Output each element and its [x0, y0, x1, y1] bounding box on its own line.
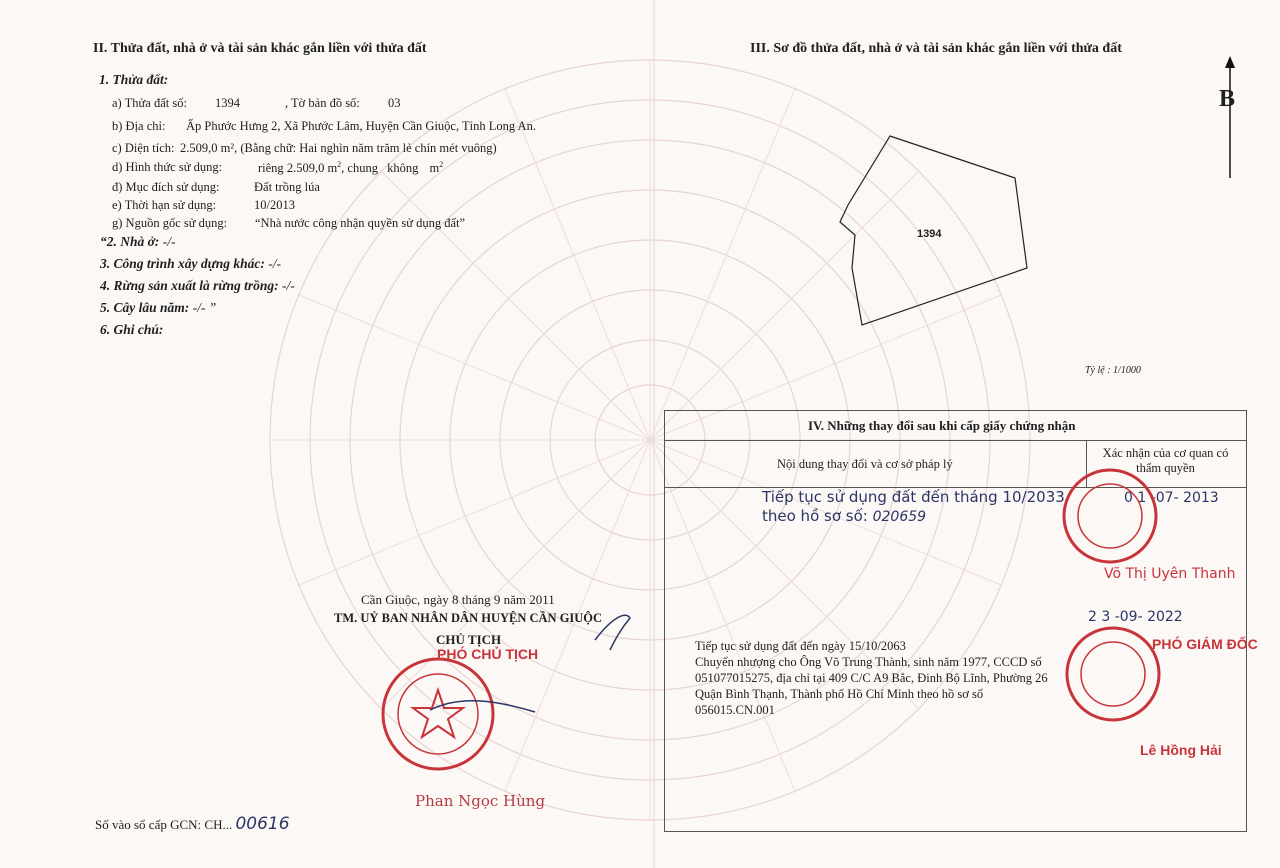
- issue-date-line: Cần Giuộc, ngày 8 tháng 9 năm 2011: [361, 592, 555, 607]
- forest-value: -/-: [281, 278, 295, 293]
- origin-label: g) Nguồn gốc sử dụng:: [112, 216, 228, 230]
- map-sheet-label: , Tờ bản đồ số:: [285, 96, 360, 110]
- vice-chairman-title: PHÓ CHỦ TỊCH: [437, 646, 539, 662]
- term-value: 10/2013: [254, 198, 295, 212]
- left-signer-name: Phan Ngọc Hùng: [415, 792, 546, 810]
- parcel-label: 1394: [917, 228, 942, 240]
- common-area-value: không: [387, 161, 419, 176]
- entry2-title: PHÓ GIÁM ĐỐC: [1152, 636, 1258, 652]
- address-label: b) Địa chỉ:: [112, 119, 166, 133]
- origin-value: “Nhà nước công nhận quyền sử dụng đất”: [255, 216, 466, 230]
- construction-value: -/-: [268, 256, 281, 271]
- construction-row: [100, 256, 281, 272]
- chairman-title: CHỦ TỊCH: [436, 632, 502, 647]
- forest-row: [100, 278, 295, 294]
- north-letter: B: [1219, 86, 1236, 112]
- entry2-date: 2 3 -09- 2022: [1088, 609, 1183, 625]
- entry2-line4: Quận Bình Thạnh, Thành phố Hồ Chí Minh theo hồ sơ số: [695, 687, 984, 701]
- map-scale: Tỷ lệ : 1/1000: [1085, 365, 1141, 376]
- section-4-title: IV. Những thay đổi sau khi cấp giấy chứng nhận: [808, 418, 1076, 433]
- entry1-line2: [762, 507, 926, 525]
- area-row: [112, 141, 497, 156]
- origin-row: [112, 216, 466, 231]
- house-value: -/-: [162, 234, 176, 249]
- usage-form-label: d) Hình thức sử dụng:: [112, 160, 223, 174]
- entry2-line1: Tiếp tục sử dụng đất đến ngày 15/10/2063: [695, 639, 906, 653]
- purpose-row: [112, 180, 320, 195]
- purpose-label: đ) Mục đích sử dụng:: [112, 180, 220, 194]
- section-3-title: III. Sơ đồ thửa đất, nhà ở và tài sản khác gắn liền với thửa đất: [750, 41, 1122, 56]
- entry2-line5: 056015.CN.001: [695, 703, 775, 717]
- forest-label: 4. Rừng sản xuất là rừng trồng:: [100, 278, 279, 293]
- house-row: [100, 234, 176, 250]
- entry2-signer: Lê Hồng Hải: [1140, 742, 1222, 758]
- entry1-signer: Võ Thị Uyên Thanh: [1104, 566, 1236, 582]
- entry1-line1: Tiếp tục sử dụng đất đến tháng 10/2033: [762, 488, 1065, 506]
- registry-number: 00616: [235, 814, 290, 834]
- usage-form-row: [112, 160, 444, 176]
- private-area-value: 2.509,0 m: [286, 161, 338, 176]
- common-area-superscript: 2: [439, 160, 444, 169]
- column-header-authority-line2: thẩm quyền: [1136, 461, 1195, 475]
- notes-label: 6. Ghi chú:: [100, 322, 164, 337]
- parcel-number-label: a) Thửa đất số:: [112, 96, 187, 110]
- entry1-file-number: 020659: [872, 509, 927, 525]
- entry1-file-prefix: theo hồ sơ số:: [762, 507, 868, 525]
- registration-office-stamp: [1060, 466, 1160, 566]
- land-parcel-title: 1. Thửa đất:: [99, 72, 169, 87]
- common-label: , chung: [341, 161, 378, 176]
- address-value: Ấp Phước Hưng 2, Xã Phước Lâm, Huyện Cần Giuộc, Tỉnh Long An.: [186, 119, 536, 133]
- house-label: “2. Nhà ở:: [100, 234, 160, 249]
- area-label: c) Diện tích:: [112, 141, 175, 155]
- private-label: riêng: [258, 161, 284, 176]
- perennial-value: -/- ”: [192, 300, 217, 315]
- private-area-superscript: 2: [337, 160, 342, 169]
- term-label: e) Thời hạn sử dụng:: [112, 198, 217, 212]
- term-row: [112, 198, 295, 213]
- branch-office-stamp: [1063, 624, 1163, 724]
- perennial-label: 5. Cây lâu năm:: [100, 300, 190, 315]
- committee-line: TM. UỶ BAN NHÂN DÂN HUYỆN CẦN GIUỘC: [334, 611, 603, 625]
- parcel-number-row: [112, 96, 401, 111]
- construction-label: 3. Công trình xây dựng khác:: [100, 256, 265, 271]
- entry2-line3: 051077015275, địa chỉ tại 409 C/C A9 Bắc, Đinh Bộ Lĩnh, Phường 26: [695, 671, 1048, 685]
- parcel-number-value: 1394: [215, 96, 240, 110]
- north-arrow-icon: [1218, 56, 1246, 182]
- map-sheet-value: 03: [388, 96, 401, 110]
- table-divider: [664, 440, 1246, 441]
- address-row: [112, 119, 536, 134]
- registry-label: Số vào sổ cấp GCN: CH...: [95, 817, 233, 832]
- column-header-authority-line1: Xác nhận của cơ quan có: [1102, 446, 1229, 460]
- handwritten-signature-left: [400, 600, 640, 740]
- registry-row: [95, 814, 290, 834]
- perennial-row: [100, 300, 216, 316]
- entry2-line2: Chuyển nhượng cho Ông Võ Trung Thành, sinh năm 1977, CCCD số: [695, 655, 1042, 669]
- common-area-unit: m: [429, 161, 440, 176]
- entry1-date: 0 1 -07- 2013: [1124, 490, 1219, 506]
- area-value: 2.509,0 m², (Bằng chữ: Hai nghìn năm trăm lẻ chín mét vuông): [180, 141, 497, 155]
- section-2-title: II. Thửa đất, nhà ở và tài sản khác gắn liền với thửa đất: [93, 41, 427, 56]
- purpose-value: Đất trồng lúa: [254, 180, 320, 194]
- column-header-content: Nội dung thay đổi và cơ sở pháp lý: [777, 457, 953, 471]
